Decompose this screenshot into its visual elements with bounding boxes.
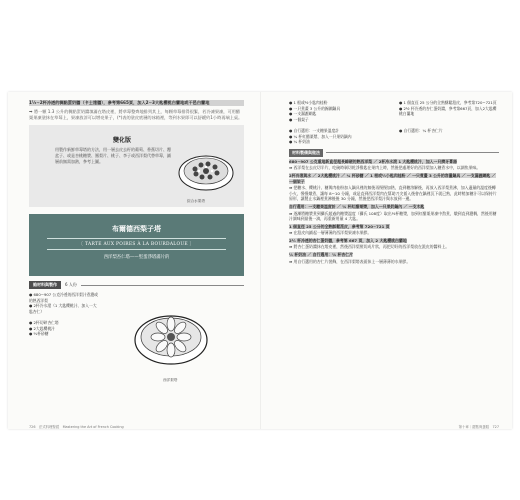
ingredients-label: 餡材料與製作 [29, 281, 61, 289]
variation-body: 用製作新鮮草莓塔的方法，用一層去皮去籽的葡萄、香蕉切片、覆盆子、或是杏桃糖漿、鳳梨片、桃子、李子或西洋梨代替草莓，鋪層前無需加熱，參考上圖。 [55, 147, 171, 164]
ingredient-line: 匙杏仁） [29, 308, 45, 314]
mixed-fruit-tart-illustration [177, 141, 235, 199]
ingredient-line: ● 自行選用：¼ 杯杏仁片 [399, 127, 443, 133]
recipe-subtitle: 西洋梨杏仁塔——堅蛋淨塔滿片的 [103, 255, 170, 260]
step-text: ➡ 逐漸將糖漿煮到攝氏超過的糖漿溫度（攝氏 108度）取出½杯糖漿，加到紅醋栗果凍中熬煮，燉到直到濃稠，然後用糖汁調味到最後一滴，再重新用量 4 大匙。 [289, 210, 497, 222]
pear-tart-illustration [131, 294, 211, 374]
method-header [289, 149, 499, 157]
left-bullet-1: ➡ 將一顆 1.3 公升的稠點蛋奶醬填滿在塔皮裡，將草莓整齊地排列其上，每顆草莓排得很緊，若冷凍果凍，可用醋栗果凍塗抹在草莓上，果凍放涼可以增亮果子，(*)表的塗皮底層的冰箱裡，等到水果即可以舒緩約1小時再端上桌。 [29, 109, 243, 120]
ingredients-continued [289, 100, 499, 145]
ingredients-list [29, 292, 121, 337]
ingredient-line: ● 一個架子 [289, 116, 309, 122]
ingredient-line: ● 1 根或½小匙肉桂粉 [289, 100, 328, 105]
step-heading-text: 自行選用：一支糖果溫度計 ／ ¼ 杯紅醋栗漿，加入一只果奶鍋內 ／ 一支木匙 [289, 203, 425, 209]
step-heading [289, 159, 499, 165]
page-gutter [260, 92, 261, 429]
header-rule [81, 285, 244, 286]
step-heading [289, 252, 499, 258]
step-heading-text: ¼ 杯奶油 ／ 自行選用：¼ 杯杏仁片 [289, 252, 354, 258]
step-heading-text: 1 個直徑 25 公分的全熟酥鬆派皮，參考第 720∼721 頁 [289, 223, 390, 229]
step-text: ➡ 把糖水、櫻桃汁、糖與肉桂粉加入鍋具裡的無後再慢慢加熱，直到糖溶解後，再放入西洋梨煮沸，加入適量的溫度後轉小火，慢慢燉煮，讓每 8∼10 分鐘，或是直到西洋梨肉在幫助刀尖插入後會在鍋裡沉下就已熟，此時稍加糖汁可以保持片原形，讓製止水鍋裡煮沸後後 30 分鐘，然後把西洋梨汁與水放到一邊。 [289, 185, 497, 202]
top-note: 1⅓∼2杯冷透的稠點蛋奶醬（卡士達醬），參考第665頁，加入2∼3大匙櫻桃白蘭地或干邑白蘭地 [29, 100, 244, 106]
ingredients-header [29, 281, 244, 289]
ingredients-col-2 [399, 100, 499, 145]
book-spread [8, 92, 512, 429]
ingredients-box [29, 292, 244, 388]
step-heading [289, 173, 499, 184]
ingredient-line: ● 2大匙櫻桃汁 [29, 325, 55, 331]
step-text: ➡ 將杏仁蛋奶醬抹在塔皮裡，然後西洋梨照切成片狀，再把切好的西洋梨放在派皮的醬料上。 [289, 244, 450, 250]
servings: 6 人份 [65, 282, 77, 287]
ingredient-line: ● 2杯冷水滾（1 大匙櫻桃汁、加入一大 [29, 303, 97, 309]
variation-title: 變化版 [113, 137, 132, 144]
ingredients-col-1 [289, 100, 389, 145]
ingredient-line: ● 自行選用：一支糖果溫度計 [289, 127, 340, 133]
step-text: ➡ 西洋梨在去皮切半片，吃碗時剝切乾淨撥匙在果肉上時，然後把處理好的西洋梨加入糖煮水中，以調焦果味。 [289, 165, 481, 171]
left-footer: 726 法式料理聖經 Mastering the Art of French Cooking [29, 425, 124, 429]
ingredient-line: ● 2杯切碎杏仁塔 [29, 319, 59, 325]
step-heading [289, 224, 499, 230]
recipe-title: 布爾德西梨子塔 [112, 225, 161, 233]
ingredient-line: ● 2½ 杯冷透的杏仁蛋奶醬，參考第667頁，加入2大匙櫻桃白蘭地 [399, 105, 497, 117]
step-heading [289, 238, 499, 244]
left-page [29, 100, 244, 429]
step-heading-text: 680∼907 公克重地新直徑超長線硬的熟西洋梨 ／ 2杯冷水滾 1 大匙櫻桃汁，加入一只擠牙膏器 [289, 158, 457, 164]
step-text: ➡ 在派皮內鋪起一層薄薄的西洋梨果凍水果膠。 [289, 230, 372, 236]
recipe-banner [29, 214, 244, 276]
step-text: ➡ 用自行選用的杏仁片裝飾，在西洋梨塔表面抹上一層薄薄的水果膠。 [289, 258, 411, 264]
header-rule [326, 152, 499, 153]
ingredient-line: ● 680∼907 公克冷透的西洋梨汁煮濃或 [29, 292, 98, 297]
ingredient-line: ● ¼ 杯紅醋栗漿、加入一只果奶鍋內 [289, 133, 352, 139]
step-heading [289, 204, 499, 210]
right-footer: 第十章｜甜點與蛋糕 727 [458, 425, 499, 429]
ingredient-line: 的熟西洋梨 [29, 297, 48, 303]
ingredient-line: ● 1 個直徑 25 公分的全熟酥鬆派皮，參考第720∼721頁 [399, 100, 497, 105]
variation-caption: 綜合水果塔 [187, 199, 205, 203]
variation-box [29, 125, 244, 207]
ingredient-line: ● ⅔杯砂糖 [29, 331, 49, 337]
step-heading-text: 2杯冷滾與水 ／ 2大匙櫻桃汁 ／ ¾ 杯砂糖 ／ 1 根或½小匙肉桂粉 ／ 一只煮畫 3 公升的容量鍋具 ／ 一支漏瀝網匙 ／ 一個架子 [289, 172, 496, 184]
recipe-french-title: 〔 TARTE AUX POIRES À LA BOURDALOUE 〕 [47, 238, 226, 250]
method-label: 材料製備與做法 [289, 149, 323, 157]
ingredient-line: ● 一只煮畫 3 公升的錫鋼鍋具 [289, 105, 341, 111]
step-heading-text: 2½ 杯冷透的杏仁蛋奶醬，參考第 667 頁，加入 2 大匙櫻桃白蘭地 [289, 237, 407, 243]
right-page [289, 100, 499, 429]
pear-tart-caption: 西洋梨塔 [163, 378, 178, 382]
ingredient-line: ● 一支漏瀝網匙 [289, 111, 317, 117]
ingredient-line: ● ¼ 杯奶油 [289, 139, 310, 145]
